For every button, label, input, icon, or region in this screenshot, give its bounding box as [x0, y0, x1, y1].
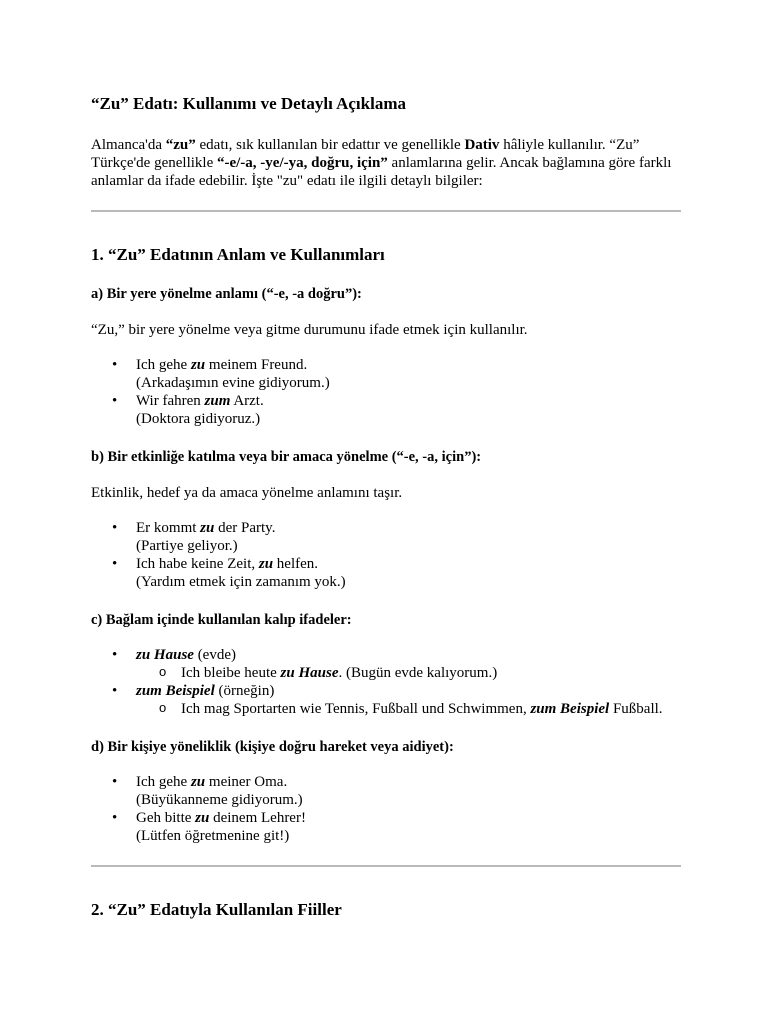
- phrase-emphasis: zum Beispiel: [136, 683, 215, 699]
- nested-list: [136, 700, 681, 718]
- document-content: [91, 94, 681, 920]
- example-translation: (Lütfen öğretmenine git!): [136, 828, 290, 844]
- subsection-a-heading: a) Bir yere yönelme anlamı (“-e, -a doğru”):: [91, 286, 362, 302]
- example-translation: (Partiye geliyor.): [136, 538, 238, 554]
- subsection-b-list: [91, 519, 681, 591]
- bullet-icon: •: [112, 683, 118, 699]
- list-item: [91, 519, 681, 555]
- bullet-icon: •: [112, 393, 118, 409]
- phrase-meaning: (evde): [193, 647, 236, 663]
- example-translation: (Arkadaşımın evine gidiyorum.): [136, 375, 330, 391]
- intro-text: edatı, sık kullanılan bir edattır ve genellikle: [195, 137, 465, 153]
- example-emphasis: zu: [195, 810, 210, 826]
- horizontal-divider: [91, 865, 681, 867]
- example-translation: (Büyükanneme gidiyorum.): [136, 792, 303, 808]
- subsection-c-heading: c) Bağlam içinde kullanılan kalıp ifadeler:: [91, 612, 352, 628]
- example-text: Er kommt: [136, 520, 201, 536]
- example-translation: (Doktora gidiyoruz.): [136, 411, 261, 427]
- subsection-d-heading: d) Bir kişiye yöneliklik (kişiye doğru hareket veya aidiyet):: [91, 739, 454, 755]
- example-text: Ich gehe: [136, 357, 191, 373]
- section-2-heading: 2. “Zu” Edatıyla Kullanılan Fiiller: [91, 900, 342, 919]
- horizontal-divider: [91, 210, 681, 212]
- nested-list: [136, 664, 681, 682]
- list-item: [91, 809, 681, 845]
- list-item: [91, 646, 681, 682]
- example-text: Wir fahren: [136, 393, 205, 409]
- example-emphasis: zu: [258, 556, 274, 572]
- page-title: “Zu” Edatı: Kullanımı ve Detaylı Açıklama: [91, 94, 406, 113]
- circle-bullet-icon: o: [159, 700, 167, 715]
- bullet-icon: •: [112, 520, 118, 536]
- intro-bold-dativ: Dativ: [464, 137, 500, 153]
- example-emphasis: zu: [190, 357, 206, 373]
- example-sentence: [136, 392, 681, 410]
- bullet-icon: •: [112, 774, 118, 790]
- example-text: . (Bugün evde kalıyorum.): [338, 665, 498, 681]
- list-item: [91, 682, 681, 718]
- example-text: deinem Lehrer!: [209, 810, 306, 826]
- example-sentence: [136, 555, 681, 573]
- example-emphasis: zu: [200, 520, 215, 536]
- example-emphasis: zu Hause: [280, 665, 339, 681]
- intro-text: hâliyle kullanılır. “Zu” Türkçe'de genellikle: [91, 137, 640, 171]
- bullet-icon: •: [112, 357, 118, 373]
- example-text: meinem Freund.: [205, 357, 308, 373]
- bullet-icon: •: [112, 647, 118, 663]
- example-sentence: [136, 773, 681, 791]
- bullet-icon: •: [112, 810, 118, 826]
- example-emphasis: zum Beispiel: [530, 701, 610, 717]
- section-1-heading: 1. “Zu” Edatının Anlam ve Kullanımları: [91, 245, 385, 264]
- intro-bold-zu: “zu”: [165, 137, 196, 153]
- example-translation: (Yardım etmek için zamanım yok.): [136, 574, 346, 590]
- example-sentence: [136, 519, 681, 537]
- list-item: [91, 392, 681, 428]
- example-text: Ich gehe: [136, 774, 191, 790]
- intro-paragraph: [91, 136, 681, 190]
- example-emphasis: zum: [204, 393, 231, 409]
- subsection-b-lead: Etkinlik, hedef ya da amaca yönelme anlamını taşır.: [91, 485, 403, 501]
- phrase-emphasis: zu Hause: [136, 647, 194, 663]
- bullet-icon: •: [112, 556, 118, 572]
- subsection-a-lead: “Zu,” bir yere yönelme veya gitme durumunu ifade etmek için kullanılır.: [91, 322, 528, 338]
- example-text: Arzt.: [230, 393, 264, 409]
- example-sentence: [136, 809, 681, 827]
- example-text: Ich mag Sportarten wie Tennis, Fußball und Schwimmen,: [181, 701, 531, 717]
- subsection-c-list: [91, 646, 681, 718]
- phrase-entry: [136, 646, 681, 664]
- example-emphasis: zu: [190, 774, 206, 790]
- list-item: [91, 773, 681, 809]
- circle-bullet-icon: o: [159, 664, 167, 679]
- subsection-a-list: [91, 356, 681, 428]
- example-text: Ich habe keine Zeit,: [136, 556, 259, 572]
- example-text: Geh bitte: [136, 810, 196, 826]
- list-item: [91, 555, 681, 591]
- intro-text: Almanca'da: [91, 137, 166, 153]
- intro-text: anlamlarına gelir. Ancak bağlamına göre farklı anlamlar da ifade edebilir. İşte "zu" edatı ile ilgili detaylı bilgiler:: [91, 155, 672, 189]
- example-text: Ich bleibe heute: [181, 665, 281, 681]
- subsection-b-heading: b) Bir etkinliğe katılma veya bir amaca yönelme (“-e, -a, için”):: [91, 449, 482, 465]
- example-sentence: [136, 356, 681, 374]
- list-item: [91, 356, 681, 392]
- example-text: Fußball.: [609, 701, 663, 717]
- phrase-meaning: (örneğin): [214, 683, 275, 699]
- phrase-entry: [136, 682, 681, 700]
- nested-list-item: [136, 664, 681, 682]
- example-text: helfen.: [273, 556, 319, 572]
- example-text: meiner Oma.: [205, 774, 288, 790]
- subsection-d-list: [91, 773, 681, 845]
- nested-list-item: [136, 700, 681, 718]
- example-text: der Party.: [214, 520, 276, 536]
- intro-bold-meanings: “-e/-a, -ye/-ya, doğru, için”: [216, 155, 388, 171]
